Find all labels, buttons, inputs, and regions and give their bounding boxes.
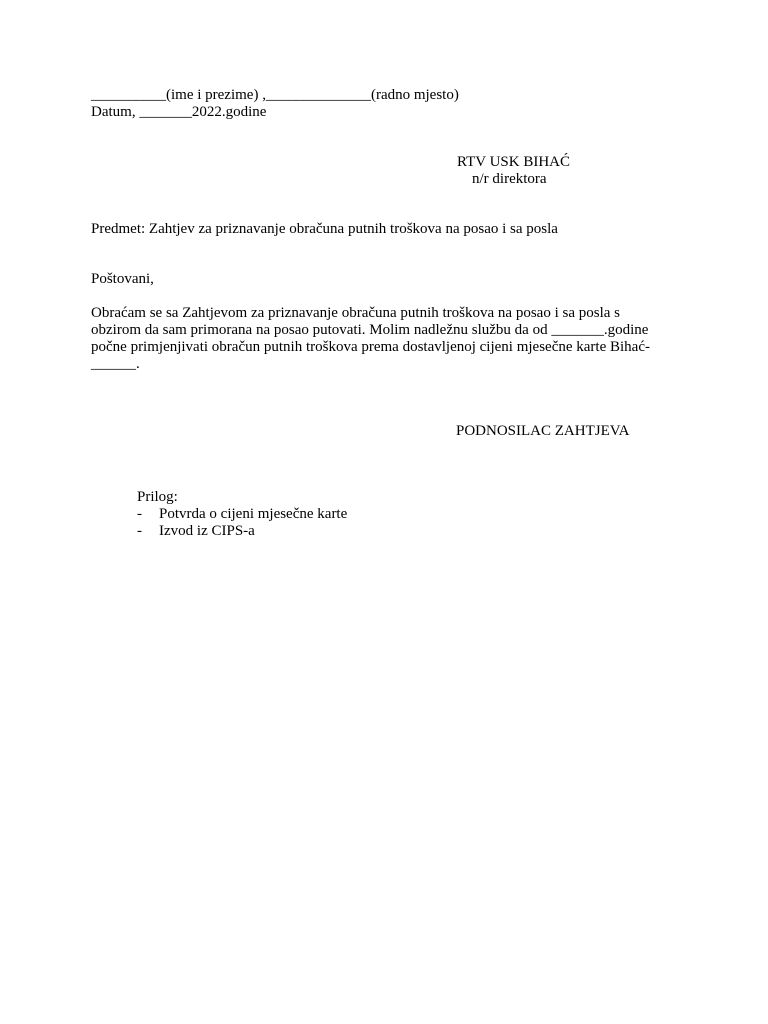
- sender-name-line: __________(ime i prezime) ,______________(radno mjesto): [91, 87, 459, 103]
- attachments-title: Prilog:: [137, 489, 178, 505]
- body-line: ______.: [91, 356, 140, 372]
- body-line: počne primjenjivati obračun putnih troškova prema dostavljenoj cijeni mjesečne karte Bihać-: [91, 339, 650, 355]
- attachment-item: [137, 506, 347, 523]
- recipient-organization: RTV USK BIHAĆ: [457, 154, 571, 170]
- list-dash: -: [137, 523, 142, 539]
- list-dash: -: [137, 506, 142, 522]
- attachments-section: [137, 489, 347, 540]
- salutation: Poštovani,: [91, 271, 154, 287]
- body-line: obzirom da sam primorana na posao putovati. Molim nadležnu službu da od _______.godine: [91, 322, 649, 338]
- attachment-label: Potvrda o cijeni mjesečne karte: [159, 506, 348, 522]
- recipient-attention: n/r direktora: [472, 171, 547, 187]
- date-line: Datum, _______2022.godine: [91, 104, 267, 120]
- letter-body: [91, 305, 650, 373]
- subject-line: Predmet: Zahtjev za priznavanje obračuna putnih troškova na posao i sa posla: [91, 221, 558, 237]
- body-line: Obraćam se sa Zahtjevom za priznavanje obračuna putnih troškova na posao i sa posla s: [91, 305, 620, 321]
- signature-label: PODNOSILAC ZAHTJEVA: [456, 423, 630, 439]
- attachment-item: [137, 523, 347, 540]
- attachment-label: Izvod iz CIPS-a: [159, 523, 255, 539]
